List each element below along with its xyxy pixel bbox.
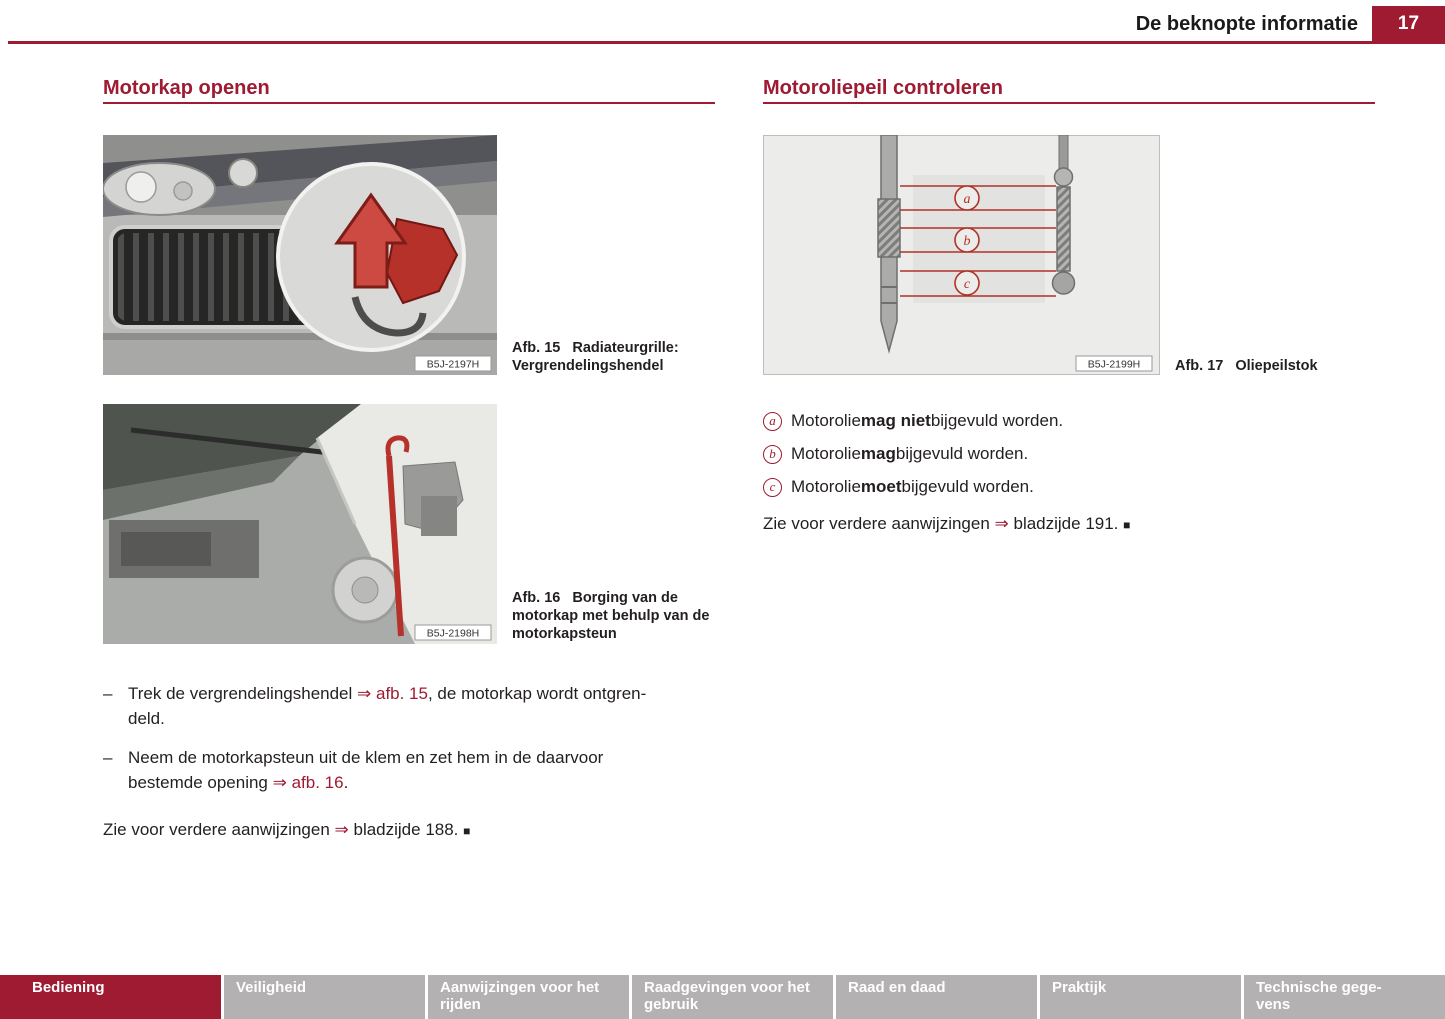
- figure-15-label: Afb. 15: [512, 340, 561, 356]
- figure-16-caption: [512, 589, 722, 643]
- figure-17-code: B5J-2199H: [1087, 358, 1141, 371]
- figure-ref-link[interactable]: ⇒ afb. 16: [272, 773, 344, 792]
- figure-17-caption-text: Oliepeilstok: [1235, 358, 1318, 374]
- figure-16-caption-text: Borging van de motorkap met behulp van de motorkapsteun: [512, 590, 710, 642]
- step-text: Trek de vergrendelingshendel: [128, 684, 358, 703]
- figure-17-label: Afb. 17: [1175, 358, 1224, 374]
- section-heading-motorolie: Motoroliepeil controleren: [763, 77, 1004, 99]
- figure-15-image: [103, 135, 497, 375]
- step-text: deld.: [128, 709, 165, 728]
- footer-tab-raad-en-daad[interactable]: Raad en daad: [836, 975, 1037, 1019]
- emphasis-text: mag: [860, 444, 896, 463]
- step-text: bestemde opening: [128, 773, 273, 792]
- grille-photo-illustration: [103, 135, 497, 375]
- marker-c-letter: c: [963, 277, 971, 292]
- step-text: .: [343, 773, 349, 792]
- footer-tab-praktijk[interactable]: Praktijk: [1040, 975, 1241, 1019]
- page-header-title: De beknopte informatie: [1135, 13, 1358, 35]
- arrow-icon: ⇒: [334, 820, 349, 839]
- footer-tab-veiligheid[interactable]: Veiligheid: [224, 975, 425, 1019]
- see-also-note-right: Zie voor verdere aanwijzingen ⇒ bladzijde 191. ■: [763, 514, 1131, 533]
- circled-letter-a: a: [763, 412, 782, 431]
- step-text: Neem de motorkapsteun uit de klem en zet hem in de daarvoor: [128, 748, 604, 767]
- emphasis-text: mag niet: [860, 411, 931, 430]
- hood-support-photo-illustration: [103, 404, 497, 644]
- figure-17-image: [763, 135, 1160, 375]
- footer-tab-technische-gegevens[interactable]: Technische gege- vens: [1244, 975, 1445, 1019]
- figure-ref-link[interactable]: ⇒ afb. 15: [357, 684, 428, 703]
- emphasis-text: moet: [860, 477, 902, 496]
- bullet-dash: –: [103, 684, 113, 703]
- figure-16-code: B5J-2198H: [426, 627, 480, 640]
- oil-level-item-b: b Motorolie mag bijgevuld worden.: [763, 444, 1028, 464]
- page-ref: bladzijde 191.: [1008, 514, 1124, 533]
- circled-letter-c: c: [763, 478, 782, 497]
- page-ref: bladzijde 188.: [348, 820, 464, 839]
- footer-tab-aanwijzingen[interactable]: Aanwijzingen voor het rijden: [428, 975, 629, 1019]
- see-also-note-left: Zie voor verdere aanwijzingen ⇒ bladzijde 188. ■: [103, 820, 471, 839]
- bullet-dash: –: [103, 748, 113, 767]
- page-number-badge: [1372, 6, 1445, 41]
- figure-15-caption: [512, 339, 717, 375]
- figure-16-image: [103, 404, 497, 644]
- footer-tab-bediening[interactable]: Bediening: [0, 975, 221, 1019]
- footer-tab-raadgevingen[interactable]: Raadgevingen voor het gebruik: [632, 975, 833, 1019]
- oil-level-item-a: a Motorolie mag niet bijgevuld worden.: [763, 411, 1063, 431]
- header-rule: [8, 41, 1445, 44]
- page-number: 17: [1397, 12, 1420, 34]
- end-square-icon: ■: [463, 824, 471, 838]
- figure-17-caption: [1175, 357, 1375, 375]
- marker-b-letter: b: [963, 234, 971, 249]
- heading-underline: [103, 102, 715, 104]
- arrow-icon: ⇒: [994, 514, 1009, 533]
- footer-nav: [0, 975, 1445, 1019]
- section-heading-motorkap: Motorkap openen: [103, 77, 270, 99]
- end-square-icon: ■: [1123, 518, 1131, 532]
- circled-letter-b: b: [763, 445, 782, 464]
- heading-underline: [763, 102, 1375, 104]
- figure-15-caption-text: Radiateurgrille: Vergrendelingshendel: [512, 340, 679, 374]
- figure-16-label: Afb. 16: [512, 590, 561, 606]
- oil-level-item-c: c Motorolie moet bijgevuld worden.: [763, 477, 1034, 497]
- marker-a-letter: a: [963, 192, 971, 207]
- instruction-step-1: [103, 681, 721, 731]
- figure-15-code: B5J-2197H: [426, 358, 480, 371]
- step-text: , de motorkap wordt ontgren-: [427, 684, 647, 703]
- instruction-step-2: [103, 745, 721, 795]
- dipstick-rod-illustration: [1057, 187, 1070, 271]
- dipstick-diagram: [763, 135, 1160, 375]
